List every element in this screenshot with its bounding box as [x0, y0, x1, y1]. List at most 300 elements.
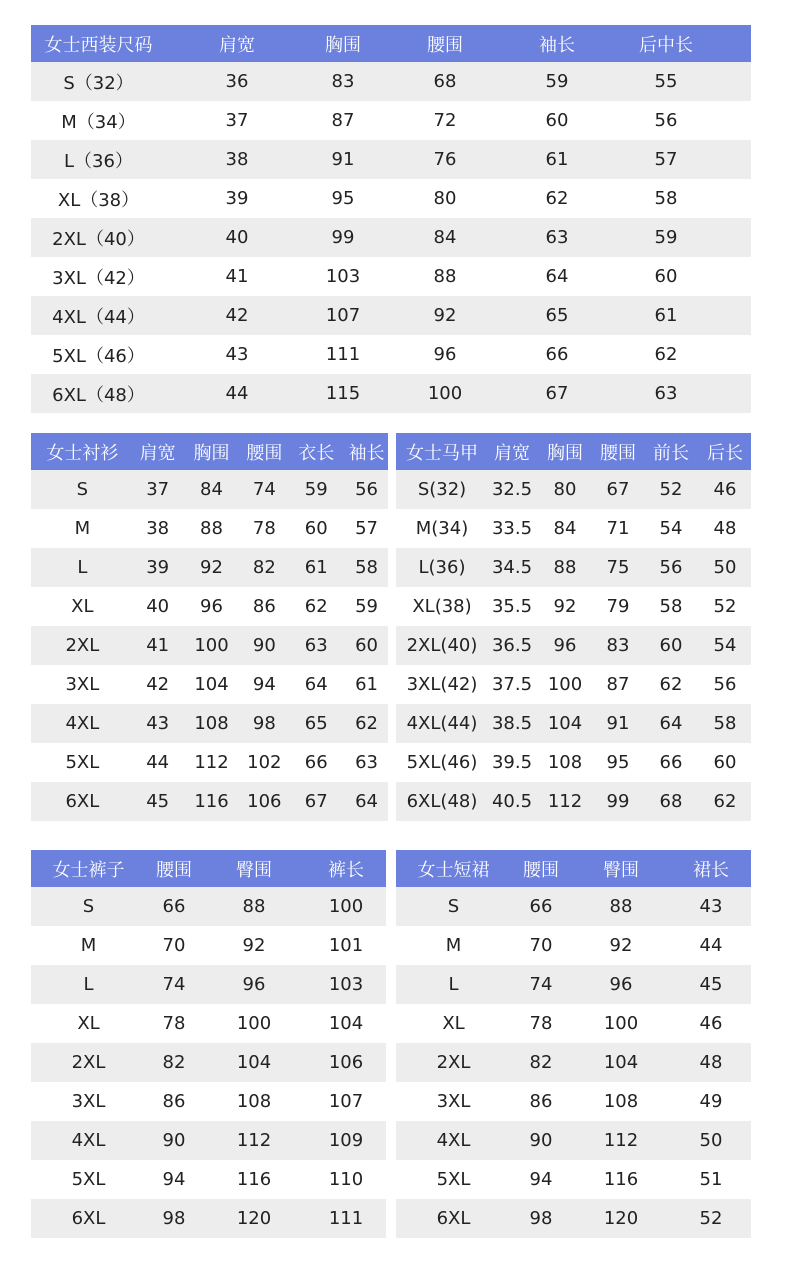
- measurement-cell: 65: [545, 305, 569, 326]
- measurement-cell: 46: [699, 1013, 723, 1034]
- size-cell: XL: [71, 596, 94, 617]
- table-row: [396, 1082, 751, 1121]
- measurement-cell: 60: [713, 752, 737, 773]
- table-row: [396, 887, 751, 926]
- size-cell: 6XL(48): [406, 791, 478, 812]
- table-row: [396, 1121, 751, 1160]
- column-header: 裙长: [693, 859, 729, 881]
- table-row: [396, 1160, 751, 1199]
- measurement-cell: 67: [606, 479, 630, 500]
- size-cell: 3XL(42): [406, 674, 478, 695]
- measurement-cell: 107: [325, 305, 361, 326]
- measurement-cell: 84: [200, 479, 223, 500]
- suit-size-table: [31, 25, 751, 413]
- table-row: [31, 62, 751, 101]
- measurement-cell: 78: [162, 1013, 186, 1034]
- size-cell: XL: [77, 1013, 100, 1034]
- measurement-cell: 103: [328, 974, 364, 995]
- column-header: 腰围: [156, 859, 192, 881]
- table-row: [396, 665, 751, 704]
- measurement-cell: 76: [433, 149, 457, 170]
- measurement-cell: 82: [529, 1052, 553, 1073]
- pants-size-table: [31, 850, 386, 1238]
- measurement-cell: 36: [225, 71, 249, 92]
- size-cell: 6XL（48）: [52, 384, 145, 406]
- measurement-cell: 104: [547, 713, 583, 734]
- measurement-cell: 79: [606, 596, 630, 617]
- measurement-cell: 83: [331, 71, 355, 92]
- table-row: [31, 926, 386, 965]
- measurement-cell: 86: [252, 596, 276, 617]
- measurement-cell: 95: [606, 752, 630, 773]
- measurement-cell: 80: [553, 479, 577, 500]
- table-row: [31, 179, 751, 218]
- measurement-cell: 92: [200, 557, 223, 578]
- measurement-cell: 57: [355, 518, 379, 539]
- size-cell: L(36): [418, 557, 466, 578]
- measurement-cell: 38.5: [491, 713, 533, 734]
- size-cell: M(34): [415, 518, 469, 539]
- measurement-cell: 40: [146, 596, 170, 617]
- measurement-cell: 75: [606, 557, 630, 578]
- measurement-cell: 120: [236, 1208, 272, 1229]
- table-row: [31, 1082, 386, 1121]
- measurement-cell: 63: [304, 635, 328, 656]
- size-cell: 3XL: [436, 1091, 471, 1112]
- size-cell: 6XL: [71, 1208, 106, 1229]
- measurement-cell: 96: [242, 974, 266, 995]
- measurement-cell: 42: [225, 305, 249, 326]
- measurement-cell: 58: [659, 596, 683, 617]
- table-row: [31, 1043, 386, 1082]
- size-cell: 4XL(44): [406, 713, 478, 734]
- measurement-cell: 112: [603, 1130, 639, 1151]
- measurement-cell: 106: [247, 791, 282, 812]
- size-cell: S: [76, 479, 89, 500]
- measurement-cell: 44: [146, 752, 170, 773]
- measurement-cell: 110: [328, 1169, 364, 1190]
- measurement-cell: 62: [654, 344, 678, 365]
- measurement-cell: 78: [252, 518, 276, 539]
- measurement-cell: 109: [328, 1130, 364, 1151]
- size-cell: 4XL（44）: [52, 306, 145, 328]
- measurement-cell: 92: [553, 596, 577, 617]
- measurement-cell: 87: [331, 110, 355, 131]
- measurement-cell: 100: [547, 674, 583, 695]
- size-cell: L: [448, 974, 459, 995]
- column-header: 腰围: [523, 859, 559, 881]
- table-row: [31, 587, 388, 626]
- measurement-cell: 43: [699, 896, 723, 917]
- size-cell: 2XL(40): [406, 635, 478, 656]
- column-header: 后长: [707, 442, 743, 464]
- measurement-cell: 80: [433, 188, 457, 209]
- measurement-cell: 70: [529, 935, 553, 956]
- measurement-cell: 66: [162, 896, 186, 917]
- measurement-cell: 54: [713, 635, 737, 656]
- table-row: [31, 140, 751, 179]
- size-cell: 6XL: [436, 1208, 471, 1229]
- size-cell: 5XL(46): [406, 752, 478, 773]
- measurement-cell: 100: [328, 896, 364, 917]
- measurement-cell: 71: [606, 518, 630, 539]
- column-header: 裤长: [328, 859, 364, 881]
- measurement-cell: 35.5: [491, 596, 533, 617]
- measurement-cell: 111: [328, 1208, 364, 1229]
- table-row: [31, 704, 388, 743]
- measurement-cell: 61: [355, 674, 379, 695]
- measurement-cell: 96: [609, 974, 633, 995]
- measurement-cell: 111: [325, 344, 361, 365]
- size-cell: S: [82, 896, 95, 917]
- measurement-cell: 62: [355, 713, 379, 734]
- measurement-cell: 74: [252, 479, 276, 500]
- measurement-cell: 98: [529, 1208, 553, 1229]
- table-row: [31, 887, 386, 926]
- measurement-cell: 94: [252, 674, 276, 695]
- size-cell: XL(38): [412, 596, 472, 617]
- measurement-cell: 94: [162, 1169, 186, 1190]
- measurement-cell: 65: [304, 713, 328, 734]
- measurement-cell: 62: [713, 791, 737, 812]
- measurement-cell: 84: [553, 518, 577, 539]
- size-cell: XL: [442, 1013, 465, 1034]
- column-header: 胸围: [193, 442, 230, 464]
- measurement-cell: 62: [545, 188, 569, 209]
- measurement-cell: 40.5: [491, 791, 533, 812]
- measurement-cell: 56: [355, 479, 379, 500]
- size-cell: M: [74, 518, 91, 539]
- measurement-cell: 98: [252, 713, 276, 734]
- measurement-cell: 100: [236, 1013, 272, 1034]
- table-row: [396, 587, 751, 626]
- measurement-cell: 91: [331, 149, 355, 170]
- measurement-cell: 56: [654, 110, 678, 131]
- size-cell: 6XL: [65, 791, 100, 812]
- measurement-cell: 68: [433, 71, 457, 92]
- measurement-cell: 37: [225, 110, 249, 131]
- table-header: [396, 433, 751, 470]
- measurement-cell: 45: [699, 974, 723, 995]
- measurement-cell: 40: [225, 227, 249, 248]
- table-row: [31, 218, 751, 257]
- measurement-cell: 108: [547, 752, 583, 773]
- measurement-cell: 33.5: [491, 518, 533, 539]
- column-header: 胸围: [547, 442, 583, 464]
- measurement-cell: 49: [699, 1091, 723, 1112]
- measurement-cell: 116: [603, 1169, 639, 1190]
- measurement-cell: 100: [427, 383, 463, 404]
- table-row: [396, 965, 751, 1004]
- measurement-cell: 104: [603, 1052, 639, 1073]
- measurement-cell: 66: [529, 896, 553, 917]
- table-row: [31, 101, 751, 140]
- measurement-cell: 92: [433, 305, 457, 326]
- measurement-cell: 58: [713, 713, 737, 734]
- size-cell: XL（38）: [57, 189, 140, 211]
- size-cell: 2XL（40）: [52, 228, 145, 250]
- table-row: [31, 257, 751, 296]
- column-header: 女士西装尺码: [44, 34, 153, 56]
- measurement-cell: 120: [603, 1208, 639, 1229]
- measurement-cell: 74: [162, 974, 186, 995]
- size-cell: 3XL（42）: [52, 267, 145, 289]
- measurement-cell: 52: [699, 1208, 723, 1229]
- column-header: 女士马甲: [406, 442, 478, 464]
- column-header: 后中长: [639, 34, 693, 56]
- measurement-cell: 36.5: [491, 635, 533, 656]
- column-header: 袖长: [348, 442, 385, 464]
- size-cell: 5XL: [71, 1169, 106, 1190]
- table-row: [396, 704, 751, 743]
- size-cell: M（34）: [61, 111, 136, 133]
- table-row: [396, 1199, 751, 1238]
- measurement-cell: 100: [603, 1013, 639, 1034]
- measurement-cell: 38: [225, 149, 249, 170]
- measurement-cell: 84: [433, 227, 457, 248]
- measurement-cell: 64: [304, 674, 328, 695]
- measurement-cell: 61: [545, 149, 569, 170]
- measurement-cell: 66: [659, 752, 683, 773]
- table-row: [396, 1004, 751, 1043]
- measurement-cell: 48: [713, 518, 737, 539]
- measurement-cell: 41: [146, 635, 170, 656]
- measurement-cell: 39.5: [491, 752, 533, 773]
- column-header: 衣长: [298, 442, 335, 464]
- column-header: 袖长: [539, 34, 575, 56]
- measurement-cell: 58: [654, 188, 678, 209]
- measurement-cell: 57: [654, 149, 678, 170]
- size-cell: 3XL: [65, 674, 100, 695]
- column-header: 女士裤子: [52, 859, 125, 881]
- table-row: [396, 509, 751, 548]
- measurement-cell: 67: [304, 791, 328, 812]
- measurement-cell: 94: [529, 1169, 553, 1190]
- measurement-cell: 66: [304, 752, 328, 773]
- size-cell: L: [77, 557, 88, 578]
- measurement-cell: 60: [659, 635, 683, 656]
- measurement-cell: 90: [529, 1130, 553, 1151]
- table-row: [31, 296, 751, 335]
- table-row: [396, 926, 751, 965]
- measurement-cell: 67: [545, 383, 569, 404]
- column-header: 腰围: [246, 442, 283, 464]
- measurement-cell: 87: [606, 674, 630, 695]
- size-cell: 5XL: [65, 752, 100, 773]
- table-row: [31, 548, 388, 587]
- table-row: [31, 782, 388, 821]
- measurement-cell: 50: [699, 1130, 723, 1151]
- measurement-cell: 55: [654, 71, 678, 92]
- column-header: 腰围: [427, 34, 463, 56]
- measurement-cell: 82: [162, 1052, 186, 1073]
- table-row: [31, 1121, 386, 1160]
- size-cell: 4XL: [71, 1130, 106, 1151]
- table-row: [31, 1199, 386, 1238]
- measurement-cell: 39: [225, 188, 249, 209]
- column-header: 肩宽: [494, 442, 530, 464]
- column-header: 女士衬衫: [46, 442, 119, 464]
- column-header: 胸围: [325, 34, 361, 56]
- measurement-cell: 63: [545, 227, 569, 248]
- measurement-cell: 116: [194, 791, 229, 812]
- table-row: [396, 626, 751, 665]
- shirt-size-table: [31, 433, 388, 821]
- vest-size-table: [396, 433, 751, 821]
- measurement-cell: 62: [659, 674, 683, 695]
- measurement-cell: 66: [545, 344, 569, 365]
- measurement-cell: 68: [659, 791, 683, 812]
- table-header: [396, 850, 751, 887]
- table-row: [396, 782, 751, 821]
- column-header: 腰围: [600, 442, 636, 464]
- measurement-cell: 88: [433, 266, 457, 287]
- table-row: [31, 1160, 386, 1199]
- column-header: 肩宽: [139, 442, 176, 464]
- measurement-cell: 63: [355, 752, 379, 773]
- measurement-cell: 98: [162, 1208, 186, 1229]
- measurement-cell: 116: [236, 1169, 272, 1190]
- size-cell: 2XL: [436, 1052, 471, 1073]
- size-cell: L: [83, 974, 94, 995]
- size-cell: 4XL: [436, 1130, 471, 1151]
- table-row: [396, 548, 751, 587]
- measurement-cell: 60: [654, 266, 678, 287]
- table-row: [31, 665, 388, 704]
- size-cell: 3XL: [71, 1091, 106, 1112]
- table-row: [31, 1004, 386, 1043]
- measurement-cell: 83: [606, 635, 630, 656]
- measurement-cell: 112: [547, 791, 583, 812]
- table-row: [396, 1043, 751, 1082]
- measurement-cell: 37.5: [491, 674, 533, 695]
- table-row: [31, 335, 751, 374]
- table-row: [31, 509, 388, 548]
- measurement-cell: 112: [236, 1130, 272, 1151]
- measurement-cell: 91: [606, 713, 630, 734]
- measurement-cell: 106: [328, 1052, 364, 1073]
- measurement-cell: 103: [325, 266, 361, 287]
- measurement-cell: 88: [609, 896, 633, 917]
- measurement-cell: 74: [529, 974, 553, 995]
- measurement-cell: 61: [654, 305, 678, 326]
- measurement-cell: 88: [553, 557, 577, 578]
- size-cell: S(32): [417, 479, 467, 500]
- column-header: 女士短裙: [417, 859, 490, 881]
- measurement-cell: 39: [146, 557, 170, 578]
- measurement-cell: 59: [654, 227, 678, 248]
- measurement-cell: 96: [433, 344, 457, 365]
- measurement-cell: 104: [328, 1013, 364, 1034]
- measurement-cell: 92: [609, 935, 633, 956]
- measurement-cell: 64: [545, 266, 569, 287]
- size-cell: 2XL: [71, 1052, 106, 1073]
- size-cell: S（32）: [63, 72, 134, 94]
- measurement-cell: 108: [603, 1091, 639, 1112]
- table-header: [31, 25, 751, 62]
- measurement-cell: 108: [236, 1091, 272, 1112]
- measurement-cell: 90: [162, 1130, 186, 1151]
- measurement-cell: 96: [553, 635, 577, 656]
- measurement-cell: 52: [659, 479, 683, 500]
- measurement-cell: 96: [200, 596, 223, 617]
- measurement-cell: 99: [606, 791, 630, 812]
- size-cell: 2XL: [65, 635, 100, 656]
- measurement-cell: 34.5: [491, 557, 533, 578]
- measurement-cell: 59: [304, 479, 328, 500]
- measurement-cell: 60: [355, 635, 379, 656]
- measurement-cell: 107: [328, 1091, 364, 1112]
- measurement-cell: 86: [162, 1091, 186, 1112]
- measurement-cell: 108: [194, 713, 229, 734]
- table-row: [31, 965, 386, 1004]
- measurement-cell: 64: [355, 791, 379, 812]
- measurement-cell: 88: [200, 518, 223, 539]
- table-row: [396, 470, 751, 509]
- table-row: [31, 374, 751, 413]
- measurement-cell: 60: [545, 110, 569, 131]
- measurement-cell: 51: [699, 1169, 723, 1190]
- measurement-cell: 104: [236, 1052, 272, 1073]
- measurement-cell: 50: [713, 557, 737, 578]
- measurement-cell: 62: [304, 596, 328, 617]
- measurement-cell: 100: [194, 635, 229, 656]
- measurement-cell: 44: [699, 935, 723, 956]
- measurement-cell: 115: [325, 383, 361, 404]
- measurement-cell: 70: [162, 935, 186, 956]
- measurement-cell: 41: [225, 266, 249, 287]
- measurement-cell: 37: [146, 479, 170, 500]
- size-cell: M: [80, 935, 97, 956]
- measurement-cell: 43: [225, 344, 249, 365]
- table-row: [31, 626, 388, 665]
- measurement-cell: 45: [146, 791, 170, 812]
- size-cell: 4XL: [65, 713, 100, 734]
- measurement-cell: 58: [355, 557, 379, 578]
- table-header: [31, 850, 386, 887]
- size-cell: M: [445, 935, 462, 956]
- measurement-cell: 46: [713, 479, 737, 500]
- measurement-cell: 61: [304, 557, 328, 578]
- measurement-cell: 59: [545, 71, 569, 92]
- size-cell: L（36）: [64, 150, 133, 172]
- measurement-cell: 104: [194, 674, 229, 695]
- table-row: [31, 743, 388, 782]
- measurement-cell: 44: [225, 383, 249, 404]
- size-cell: 5XL（46）: [52, 345, 145, 367]
- measurement-cell: 54: [659, 518, 683, 539]
- measurement-cell: 78: [529, 1013, 553, 1034]
- measurement-cell: 88: [242, 896, 266, 917]
- measurement-cell: 101: [328, 935, 364, 956]
- column-header: 肩宽: [219, 34, 255, 56]
- measurement-cell: 86: [529, 1091, 553, 1112]
- measurement-cell: 92: [242, 935, 266, 956]
- measurement-cell: 112: [194, 752, 229, 773]
- measurement-cell: 60: [304, 518, 328, 539]
- size-cell: S: [447, 896, 460, 917]
- table-header: [31, 433, 388, 470]
- skirt-size-table: [396, 850, 751, 1238]
- measurement-cell: 59: [355, 596, 379, 617]
- measurement-cell: 72: [433, 110, 457, 131]
- table-row: [31, 470, 388, 509]
- measurement-cell: 42: [146, 674, 170, 695]
- measurement-cell: 82: [252, 557, 276, 578]
- measurement-cell: 99: [331, 227, 355, 248]
- table-row: [396, 743, 751, 782]
- measurement-cell: 38: [146, 518, 170, 539]
